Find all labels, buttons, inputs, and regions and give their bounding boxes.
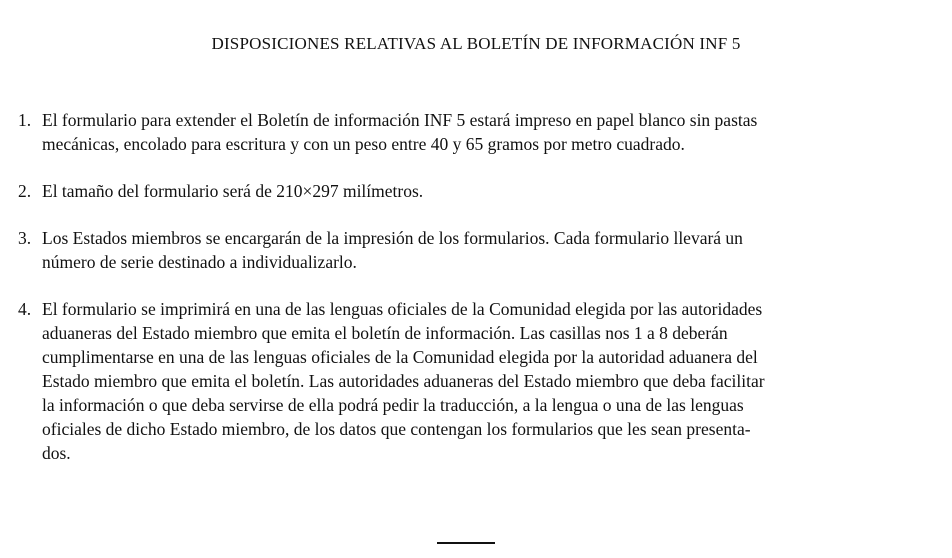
item-text: El formulario se imprimirá en una de las lenguas oficiales de la Comunidad elegida por las autoridades aduaneras del Estado miembro que emita el boletín de información. Las casillas nos 1 a 8 deberán cumplimentarse en una de las lenguas oficiales de la Comunidad elegida por la autoridad aduanera del Estado miembro que emita el boletín. Las autoridades aduaneras del Estado miembro que deba facilitar la información o que deba servirse de ella podrá pedir la traducción, a la lengua o una de las lenguas oficiales de dicho Estado miembro, de los datos que contengan los formularios que les sean presenta- dos. bbox=[42, 299, 765, 463]
list-item bbox=[18, 108, 930, 156]
item-number: 1. bbox=[18, 110, 32, 130]
list-item bbox=[18, 226, 930, 274]
page-title: DISPOSICIONES RELATIVAS AL BOLETÍN DE INFORMACIÓN INF 5 bbox=[211, 34, 741, 53]
end-divider bbox=[437, 542, 495, 544]
item-number: 4. bbox=[18, 299, 32, 319]
item-number: 3. bbox=[18, 228, 32, 248]
item-text: Los Estados miembros se encargarán de la impresión de los formularios. Cada formulario llevará un número de serie destinado a individualizarlo. bbox=[42, 228, 743, 272]
provisions-list bbox=[18, 108, 930, 488]
item-number: 2. bbox=[18, 181, 32, 201]
item-text: El tamaño del formulario será de 210×297 milímetros. bbox=[42, 181, 424, 201]
item-text: El formulario para extender el Boletín de información INF 5 estará impreso en papel blanco sin pastas mecánicas, encolado para escritura y con un peso entre 40 y 65 gramos por metro cuadrado. bbox=[42, 110, 758, 154]
list-item bbox=[18, 297, 930, 465]
list-item bbox=[18, 179, 930, 203]
